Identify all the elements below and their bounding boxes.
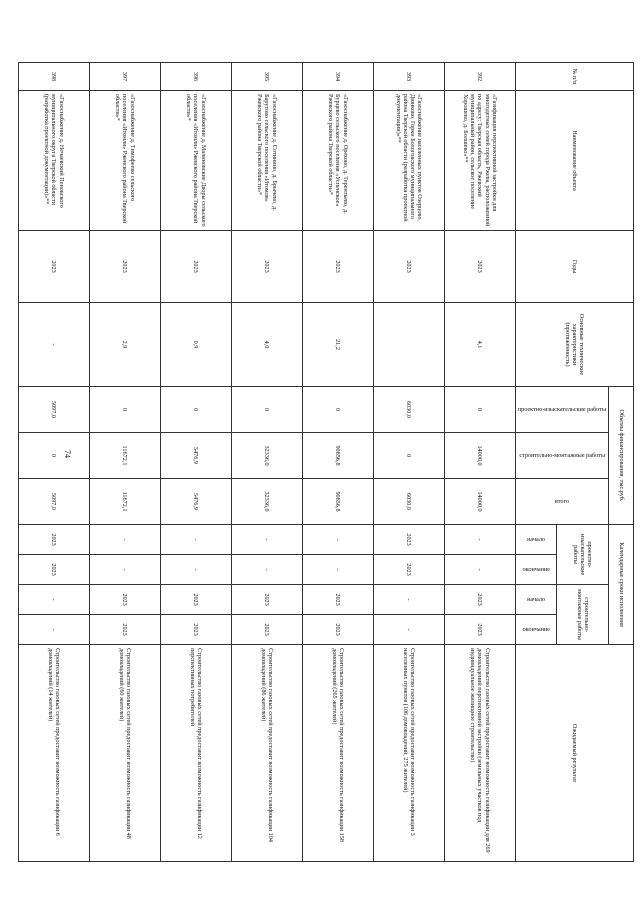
cell-name: «Газоснабжение населенных пунктов Озерцово, Дюнково, Горки Бологовского муниципального района Тверской области (разработка проектной документации)»** (373, 91, 444, 231)
cell-years: 2023 (444, 231, 515, 303)
header-result: Ожидаемый результат (515, 645, 633, 862)
cell-design-end: - (160, 555, 231, 585)
cell-funding-design: 0 (89, 387, 160, 433)
table-row (160, 63, 231, 862)
cell-funding-build: 0 (18, 433, 89, 479)
cell-build-end: 2023 (89, 615, 160, 645)
cell-funding-build: 0 (373, 433, 444, 479)
table-row (444, 63, 515, 862)
cell-result: Строительство газовых сетей предоставит возможность газификации 3 населенных пунктов (106 домовладений, 275 жителей) (373, 645, 444, 862)
cell-build-end: - (18, 615, 89, 645)
cell-design-start: 2023 (18, 525, 89, 555)
table-body (18, 63, 515, 862)
cell-funding-design: 0 (444, 387, 515, 433)
cell-build-start: - (18, 585, 89, 615)
cell-funding-design: 0 (160, 387, 231, 433)
header-funding: Объемы финансирования, тыс.руб. (609, 387, 634, 525)
cell-funding-total: 6030,0 (373, 479, 444, 525)
cell-design-start: - (444, 525, 515, 555)
cell-build-start: 2023 (89, 585, 160, 615)
cell-result: Строительство газовых сетей предоставит возможность газификации для 269 домовладений перспективной застройки (земельных участков под индивидуальное жилищное строительство) (444, 645, 515, 862)
cell-funding-design: 6030,0 (373, 387, 444, 433)
cell-funding-build: 5476,9 (160, 433, 231, 479)
cell-build-start: 2023 (231, 585, 302, 615)
header-build-start: начало (515, 585, 557, 615)
cell-num: 395 (231, 63, 302, 91)
cell-funding-design: 5097,0 (18, 387, 89, 433)
cell-funding-total: 5476,9 (160, 479, 231, 525)
cell-funding-total: 11672,1 (89, 479, 160, 525)
cell-result: Строительство газовых сетей предоставит возможность газификации 158 домовладений (265 жителей) (302, 645, 373, 862)
table-row (89, 63, 160, 862)
cell-num: 394 (302, 63, 373, 91)
cell-name: «Газоснабжение д. Тимофеево сельского поселения «Итомля» Ржевского района Тверской области»* (89, 91, 160, 231)
cell-build-start: - (373, 585, 444, 615)
header-funding-build: строительно-монтажные работы (515, 433, 608, 479)
header-name: Наименование объекта (515, 91, 633, 231)
cell-characteristics: 2,9 (89, 303, 160, 387)
cell-characteristics (373, 303, 444, 387)
cell-years: 2023 (373, 231, 444, 303)
cell-design-start: - (231, 525, 302, 555)
table-header (515, 63, 633, 862)
cell-design-end: - (89, 555, 160, 585)
cell-num: 398 (18, 63, 89, 91)
cell-name: «Газификация перспективной застройки для многодетных семей города Ржева, расположенной по адресу: Тверская область, Ржевский муниципальный район, сельское поселение Хорошево, д. Болшево»** (444, 91, 515, 231)
cell-design-end: 2023 (373, 555, 444, 585)
cell-funding-build: 14000,0 (444, 433, 515, 479)
cell-build-start: 2023 (302, 585, 373, 615)
cell-years: 2023 (231, 231, 302, 303)
cell-design-start: - (160, 525, 231, 555)
header-build-end: окончание (515, 615, 557, 645)
header-years: Годы (515, 231, 633, 303)
cell-name: «Газоснабжение д. Орехово, д. Терентьево, д. Бурцево сельского поселения «Успенское» Ржевского района Тверской области»* (302, 91, 373, 231)
cell-name: «Газоснабжение д. Сотинино, д. Брычево, д. Барутово сельского поселения «Итомля» Ржевского района Тверской области»* (231, 91, 302, 231)
cell-funding-build: 90856,8 (302, 433, 373, 479)
header-design-start: начало (515, 525, 557, 555)
cell-build-end: - (373, 615, 444, 645)
table-row (18, 63, 89, 862)
cell-years: 2023 (302, 231, 373, 303)
cell-result: Строительство газовых сетей предоставит возможность газификации 48 домовладений (60 жителей) (89, 645, 160, 862)
cell-years: 2023 (89, 231, 160, 303)
header-num: № п/п (515, 63, 633, 91)
cell-build-end: 2023 (444, 615, 515, 645)
header-terms-build: строительно-монтажные работы (557, 585, 609, 645)
cell-build-start: 2023 (444, 585, 515, 615)
cell-characteristics: 4,1 (444, 303, 515, 387)
cell-build-start: 2023 (160, 585, 231, 615)
cell-characteristics: - (18, 303, 89, 387)
cell-design-start: - (302, 525, 373, 555)
cell-funding-total: 5097,0 (18, 479, 89, 525)
cell-funding-total: 32336,0 (231, 479, 302, 525)
header-terms-design: проектно-изыскательские работы (557, 525, 609, 585)
cell-years: 2023 (160, 231, 231, 303)
cell-design-end: - (302, 555, 373, 585)
cell-num: 397 (89, 63, 160, 91)
cell-funding-total: 90856,8 (302, 479, 373, 525)
cell-num: 396 (160, 63, 231, 91)
cell-name: «Газоснабжение д. Нечаевский Пеновского муниципального округа Тверской области (разработка проектной документации)»** (18, 91, 89, 231)
header-funding-design: проектно-изыскательские работы (515, 387, 608, 433)
cell-design-end: - (444, 555, 515, 585)
cell-design-end: 2023 (18, 555, 89, 585)
header-funding-total: итого (515, 479, 608, 525)
cell-build-end: 2023 (160, 615, 231, 645)
cell-characteristics: 21,2 (302, 303, 373, 387)
header-characteristics: Основные технические характеристики (протяженность) (515, 303, 633, 387)
cell-characteristics: 0,9 (160, 303, 231, 387)
cell-design-start: 2023 (373, 525, 444, 555)
table-row (231, 63, 302, 862)
cell-num: 392 (444, 63, 515, 91)
cell-name: «Газоснабжение д. Малиновские Дворы сельского поселения «Итомля» Ржевского района Тверской области»* (160, 91, 231, 231)
cell-result: Строительство газовых сетей предоставит возможность газификации 104 домовладений (86 жителей) (231, 645, 302, 862)
cell-funding-total: 14000,0 (444, 479, 515, 525)
cell-design-end: - (231, 555, 302, 585)
cell-funding-build: 11672,1 (89, 433, 160, 479)
cell-build-end: 2023 (231, 615, 302, 645)
table-row (373, 63, 444, 862)
cell-num: 393 (373, 63, 444, 91)
header-terms: Календарные сроки исполнения (609, 525, 634, 645)
cell-result: Строительство газовых сетей предоставит возможность газификации 12 перспективных потребителей (160, 645, 231, 862)
cell-characteristics: 4,0 (231, 303, 302, 387)
cell-design-start: - (89, 525, 160, 555)
cell-result: Строительство газовых сетей предоставит возможность газификации 6 домовладений (14 жителей) (18, 645, 89, 862)
gasification-table (18, 62, 634, 862)
cell-funding-design: 0 (302, 387, 373, 433)
page-number: 74 (63, 450, 72, 458)
cell-years: 2023 (18, 231, 89, 303)
cell-funding-design: 0 (231, 387, 302, 433)
cell-funding-build: 32336,0 (231, 433, 302, 479)
table-row (302, 63, 373, 862)
cell-build-end: 2023 (302, 615, 373, 645)
header-design-end: окончание (515, 555, 557, 585)
